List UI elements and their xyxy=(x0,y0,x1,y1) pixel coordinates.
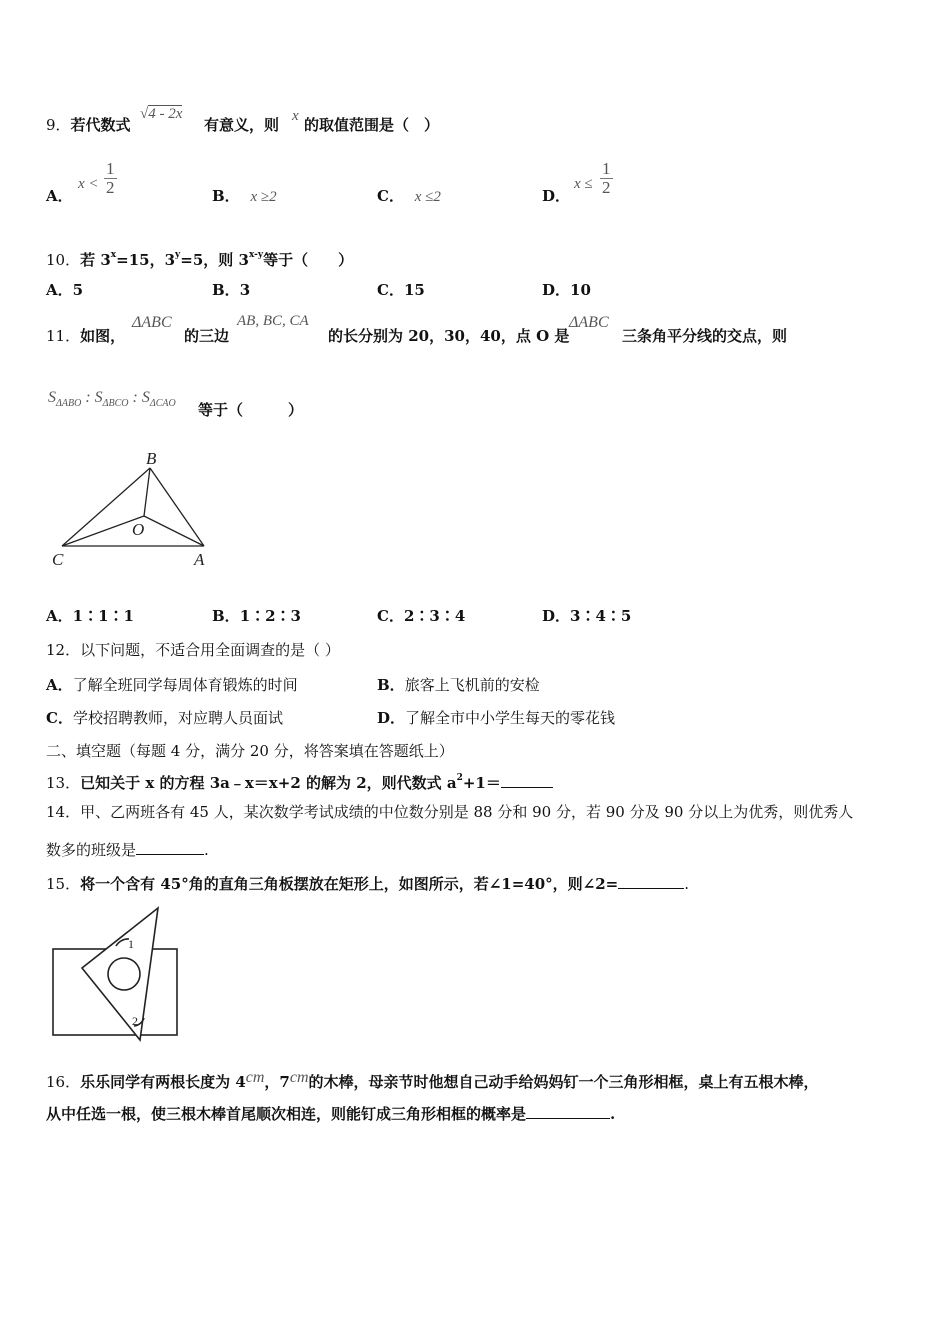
q11-option-b[interactable]: B．1∶2∶3 xyxy=(212,607,301,625)
q15-figure xyxy=(48,904,188,1050)
q14-line1: 14．甲、乙两班各有 45 人，某次数学考试成绩的中位数分别是 88 分和 90 分，若 90 分及 90 分以上为优秀，则优秀人 xyxy=(46,803,854,821)
q12-option-b[interactable]: B．旅客上飞机前的安检 xyxy=(377,676,540,694)
q9-option-b[interactable]: B． x ≥2 xyxy=(212,187,277,205)
answer-blank[interactable] xyxy=(501,773,553,788)
q10-option-c[interactable]: C．15 xyxy=(377,281,425,299)
q10-option-b[interactable]: B．3 xyxy=(212,281,251,299)
q11-option-a[interactable]: A．1∶1∶1 xyxy=(46,607,134,625)
q11-option-c[interactable]: C．2∶3∶4 xyxy=(377,607,466,625)
q12-stem: 12．以下问题，不适合用全面调查的是（ ） xyxy=(46,641,340,659)
q11-area-ratio: $S_{\Delta ABO}$ : $S_{\Delta BCO}$ : $S_{\Delta CAO}$ xyxy=(48,389,176,409)
answer-blank[interactable] xyxy=(136,840,204,855)
q11-option-d[interactable]: D．3∶4∶5 xyxy=(542,607,632,625)
q9-stem: 9．若代数式 xyxy=(46,116,131,134)
label-b: B xyxy=(146,449,157,468)
bisector-a xyxy=(144,516,204,546)
q10-option-d[interactable]: D．10 xyxy=(542,281,591,299)
edge-ba xyxy=(150,468,204,546)
q9-option-d-expr: x ≤ xyxy=(574,176,593,192)
question-number: 9． xyxy=(46,116,71,134)
q11-triangle-figure xyxy=(44,446,224,576)
q10-stem: 10．若 $3^x=15$，$3^y=5$，则 3$^{x-y}$等于（ ） xyxy=(46,250,354,269)
q13-stem: 13．已知关于 x 的方程 3a﹣x＝x+2 的解为 2，则代数式 $a^2+1=$ xyxy=(46,768,553,793)
answer-blank[interactable] xyxy=(618,874,684,889)
q12-option-d[interactable]: D．了解全市中小学生每天的零花钱 xyxy=(377,709,616,727)
q10-option-a[interactable]: A．5 xyxy=(46,281,84,299)
q9-option-c[interactable]: C． x ≤2 xyxy=(377,187,441,205)
q12-option-a[interactable]: A．了解全班同学每周体育锻炼的时间 xyxy=(46,676,298,694)
q12-option-c[interactable]: C．学校招聘教师，对应聘人员面试 xyxy=(46,709,283,727)
section-title: 二、填空题（每题 4 分，满分 20 分，将答案填在答题纸上） xyxy=(46,742,454,760)
q15-stem: 15．将一个含有 45°角的直角三角板摆放在矩形上，如图所示，若∠1=40°，则∠2= . xyxy=(46,875,689,893)
fraction-one-half: $\frac{1}{2}$ xyxy=(106,159,115,197)
bisector-b xyxy=(144,468,150,516)
set-square xyxy=(82,908,158,1040)
q14-line2: 数多的班级是 . xyxy=(46,841,209,859)
answer-blank[interactable] xyxy=(526,1104,610,1119)
angle-2-label: 2 xyxy=(132,1014,138,1028)
q9-radical: √4 - 2x xyxy=(140,106,183,122)
q9-option-a[interactable]: A． xyxy=(46,187,73,205)
q16-line2: 从中任选一根，使三根木棒首尾顺次相连，则能钉成三角形相框的概率是 . xyxy=(46,1105,616,1123)
q11-stem: 11．如图， xyxy=(46,327,126,345)
q9-option-d[interactable]: D． xyxy=(542,187,571,205)
label-a: A xyxy=(194,550,205,569)
label-o: O xyxy=(132,520,145,539)
q9-option-a-expr: x < xyxy=(78,176,99,192)
angle-1-label: 1 xyxy=(128,937,134,951)
label-c: C xyxy=(52,550,64,569)
fraction-one-half: $\frac{1}{2}$ xyxy=(602,159,611,197)
q16-line1: 16．乐乐同学有两根长度为 4cm，7cm的木棒，母亲节时他想自己动手给妈妈钉一个三角形相框，桌上有五根木棒， xyxy=(46,1069,819,1091)
